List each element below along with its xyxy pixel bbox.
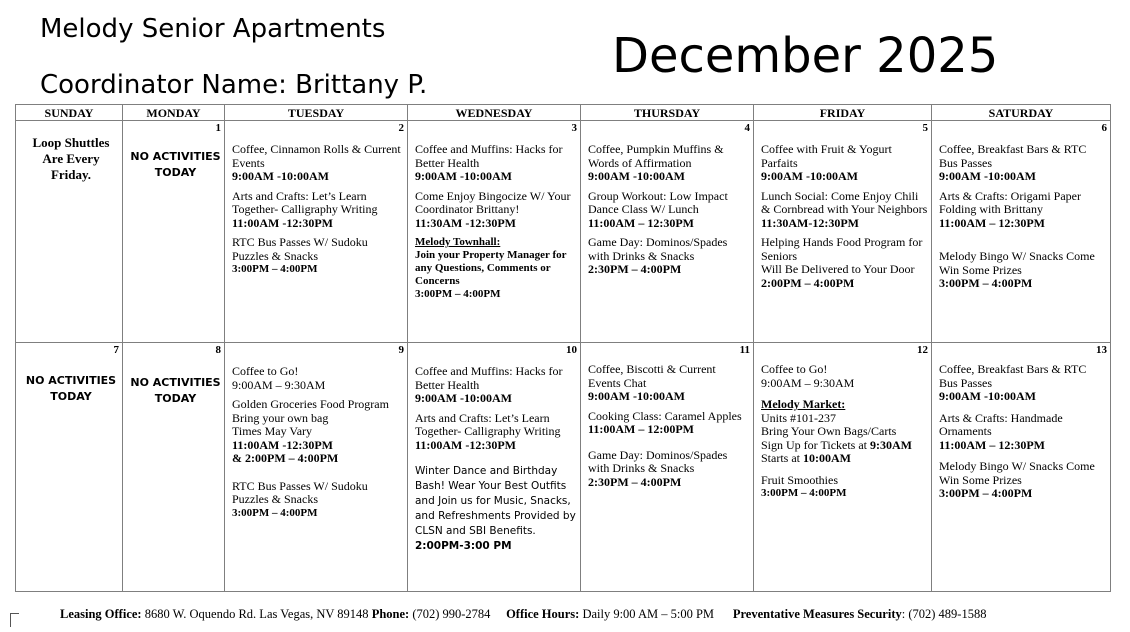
- event-time: 11:30AM-12:30PM: [761, 215, 859, 230]
- event-time: 9:00AM -10:00AM: [588, 169, 685, 183]
- event-title: Coffee, Cinnamon Rolls & Current Events: [232, 142, 401, 170]
- event-title: Fruit Smoothies: [761, 472, 839, 487]
- event-title: Join your Property Manager for any Questions, Comments or Concerns: [415, 249, 567, 287]
- event: [939, 363, 1107, 404]
- market-signup: Sign Up for Tickets at 9:30AM: [761, 437, 913, 452]
- day-number: 10: [566, 344, 577, 356]
- event-title: Coffee, Biscotti & Current Events Chat: [588, 362, 716, 390]
- day-number: 1: [215, 122, 221, 134]
- weekday-monday: MONDAY: [123, 105, 225, 121]
- day-number: 12: [917, 344, 928, 356]
- event: [415, 190, 577, 231]
- weekday-saturday: SATURDAY: [932, 105, 1111, 121]
- day-cell-9: [225, 343, 408, 592]
- event-title: Melody Bingo W/ Snacks Come Win Some Prizes: [939, 459, 1095, 487]
- day-cell-8: [123, 343, 225, 592]
- event-time: 3:00PM – 4:00PM: [939, 276, 1033, 290]
- event-time: 11:00AM -12:30PM: [232, 437, 333, 452]
- event: [588, 236, 750, 277]
- event: [939, 250, 1107, 291]
- event: [588, 363, 750, 404]
- office-hours: Daily 9:00 AM – 5:00 PM: [582, 607, 715, 621]
- day-cell-10: [408, 343, 581, 592]
- event: [232, 190, 404, 231]
- day-cell-5: [754, 121, 932, 343]
- event-time: 11:00AM – 12:00PM: [588, 422, 694, 436]
- week-row-1: [16, 121, 1111, 343]
- property-name: Melody Senior Apartments: [40, 14, 386, 44]
- event-time: 11:00AM -12:30PM: [232, 215, 333, 230]
- event-title: Golden Groceries Food Program Bring your own bag: [232, 397, 389, 425]
- event-title: Coffee with Fruit & Yogurt Parfaits: [761, 142, 892, 170]
- day-number: 13: [1096, 344, 1107, 356]
- security-label: Preventative Measures Security: [732, 607, 902, 621]
- event-title: Arts and Crafts: Let’s Learn Together- Calligraphy Writing: [415, 410, 561, 438]
- event: [761, 143, 928, 184]
- day-cell-3: [408, 121, 581, 343]
- event-heading: Melody Townhall:: [415, 236, 501, 248]
- event-time: 3:00PM – 4:00PM: [939, 486, 1033, 500]
- event-title: RTC Bus Passes W/ Sudoku Puzzles & Snacks: [232, 478, 368, 506]
- week-row-2: [16, 343, 1111, 592]
- day-cell-4: [581, 121, 754, 343]
- coordinator-name: Coordinator Name: Brittany P.: [40, 70, 428, 100]
- event-time: 9:00AM – 9:30AM: [761, 375, 855, 390]
- day-cell-6: [932, 121, 1111, 343]
- day-number: 8: [215, 344, 221, 356]
- event-time: 9:00AM -10:00AM: [415, 169, 512, 183]
- day-cell-11: [581, 343, 754, 592]
- weekday-header-row: [16, 105, 1111, 121]
- day-cell-2: [225, 121, 408, 343]
- no-activities-note: NO ACTIVITIES TODAY: [130, 150, 221, 179]
- event: [232, 236, 404, 277]
- event: [939, 460, 1107, 501]
- event: [588, 449, 750, 490]
- event: [761, 190, 928, 231]
- weekday-wednesday: WEDNESDAY: [408, 105, 581, 121]
- event-title: Coffee, Pumpkin Muffins & Words of Affirmation: [588, 142, 724, 170]
- event-time: 2:30PM – 4:00PM: [588, 262, 682, 276]
- event: [415, 143, 577, 184]
- event: [761, 363, 928, 390]
- event-time: 9:00AM -10:00AM: [939, 169, 1036, 183]
- footer: [60, 607, 986, 622]
- event-time: 9:00AM -10:00AM: [415, 391, 512, 405]
- phone-number: (702) 990-2784: [412, 607, 491, 621]
- event-market: [761, 398, 928, 466]
- event: [939, 143, 1107, 184]
- event-time: 2:30PM – 4:00PM: [588, 474, 682, 489]
- event: [415, 412, 577, 453]
- day-cell-12: [754, 343, 932, 592]
- day-cell-1: [123, 121, 225, 343]
- event-title: Winter Dance and Birthday Bash! Wear Your Best Outfits and Join us for Music, Snacks, and Refreshments Provided by CLSN and SBI Benefits.: [415, 465, 576, 537]
- event-time: 11:00AM -12:30PM: [415, 437, 516, 452]
- day-number: 7: [113, 344, 119, 356]
- event: [415, 365, 577, 406]
- leasing-address: 8680 W. Oquendo Rd. Las Vegas, NV 89148: [144, 607, 369, 621]
- day-cell-empty: [16, 121, 123, 343]
- event-title: Cooking Class: Caramel Apples: [588, 408, 742, 423]
- day-number: 11: [739, 344, 750, 356]
- event-time: 2:00PM-3:00 PM: [415, 540, 512, 552]
- event-title: Game Day: Dominos/Spades with Drinks & Snacks: [588, 447, 728, 475]
- leasing-label: Leasing Office:: [60, 607, 142, 621]
- event: [232, 365, 404, 392]
- event-time: 3:00PM – 4:00PM: [232, 263, 318, 275]
- corner-mark: [10, 613, 19, 627]
- day-cell-7: [16, 343, 123, 592]
- phone-label: Phone:: [371, 607, 410, 621]
- event-subtitle: Times May Vary: [232, 424, 313, 438]
- event-time: 9:00AM -10:00AM: [939, 389, 1036, 403]
- event-time: 9:00AM -10:00AM: [232, 169, 329, 183]
- event-dance: [415, 464, 577, 554]
- event-title: Coffee to Go!: [232, 364, 299, 378]
- calendar-table: [15, 104, 1111, 592]
- event-time: 3:00PM – 4:00PM: [232, 506, 318, 519]
- month-title: December 2025: [612, 28, 999, 84]
- event-time-2: & 2:00PM – 4:00PM: [232, 451, 339, 465]
- event: [761, 236, 928, 290]
- event-title: Arts & Crafts: Handmade Ornaments: [939, 410, 1063, 438]
- event-townhall: [415, 236, 577, 301]
- event-time: 11:00AM – 12:30PM: [939, 437, 1045, 452]
- weekday-friday: FRIDAY: [754, 105, 932, 121]
- event-time: 9:00AM -10:00AM: [761, 169, 858, 183]
- event: [232, 480, 404, 521]
- event-title: Coffee and Muffins: Hacks for Better Health: [415, 364, 563, 392]
- day-number: 9: [398, 344, 404, 356]
- weekday-sunday: SUNDAY: [16, 105, 123, 121]
- no-activities-note: NO ACTIVITIES TODAY: [130, 376, 221, 405]
- event-time: 3:00PM – 4:00PM: [415, 288, 501, 300]
- event-time: 2:00PM – 4:00PM: [761, 275, 855, 290]
- event-title: Coffee and Muffins: Hacks for Better Health: [415, 142, 563, 170]
- loop-shuttle-note: Loop Shuttles Are Every Friday.: [32, 135, 110, 182]
- event: [232, 143, 404, 184]
- weekday-tuesday: TUESDAY: [225, 105, 408, 121]
- event-time: 9:00AM -10:00AM: [588, 389, 685, 403]
- day-number: 6: [1101, 122, 1107, 134]
- hours-label: Office Hours:: [506, 607, 580, 621]
- event-title: Coffee, Breakfast Bars & RTC Bus Passes: [939, 142, 1087, 170]
- event-title: Coffee, Breakfast Bars & RTC Bus Passes: [939, 362, 1087, 390]
- event-title: Melody Bingo W/ Snacks Come Win Some Prizes: [939, 249, 1095, 277]
- day-number: 5: [922, 122, 928, 134]
- event-title: Helping Hands Food Program for Seniors: [761, 235, 923, 263]
- event: [588, 190, 750, 231]
- event: [588, 143, 750, 184]
- day-cell-13: [932, 343, 1111, 592]
- event-title: RTC Bus Passes W/ Sudoku Puzzles & Snacks: [232, 235, 368, 263]
- market-units: Units #101-237: [761, 410, 836, 425]
- event: [232, 398, 404, 466]
- event-title: Coffee to Go!: [761, 362, 828, 376]
- event: [588, 410, 750, 437]
- day-number: 4: [744, 122, 750, 134]
- event-time: 9:00AM – 9:30AM: [232, 377, 326, 392]
- day-number: 3: [571, 122, 577, 134]
- event-time: 11:00AM – 12:30PM: [939, 215, 1045, 230]
- event-time: 11:00AM – 12:30PM: [588, 215, 694, 230]
- event-time: 3:00PM – 4:00PM: [761, 487, 847, 499]
- event: [939, 412, 1107, 453]
- event-title: Group Workout: Low Impact Dance Class W/ Lunch: [588, 188, 728, 216]
- event-title: Lunch Social: Come Enjoy Chili & Cornbread with Your Neighbors: [761, 188, 928, 216]
- no-activities-note: NO ACTIVITIES TODAY: [25, 374, 117, 403]
- event-time: 11:30AM -12:30PM: [415, 215, 516, 230]
- market-start: Starts at 10:00AM: [761, 451, 851, 465]
- event: [761, 474, 928, 501]
- day-number: 2: [398, 122, 404, 134]
- event: [939, 190, 1107, 231]
- event-heading: Melody Market:: [761, 397, 846, 411]
- security-number: : (702) 489-1588: [901, 607, 987, 621]
- weekday-thursday: THURSDAY: [581, 105, 754, 121]
- event-title: Arts and Crafts: Let’s Learn Together- Calligraphy Writing: [232, 188, 378, 216]
- event-title: Come Enjoy Bingocize W/ Your Coordinator Brittany!: [415, 188, 571, 216]
- event-subtitle: Will Be Delivered to Your Door: [761, 262, 915, 276]
- event-title: Arts & Crafts: Origami Paper Folding with Brittany: [939, 188, 1081, 216]
- market-bags: Bring Your Own Bags/Carts: [761, 424, 897, 438]
- event-title: Game Day: Dominos/Spades with Drinks & Snacks: [588, 235, 728, 263]
